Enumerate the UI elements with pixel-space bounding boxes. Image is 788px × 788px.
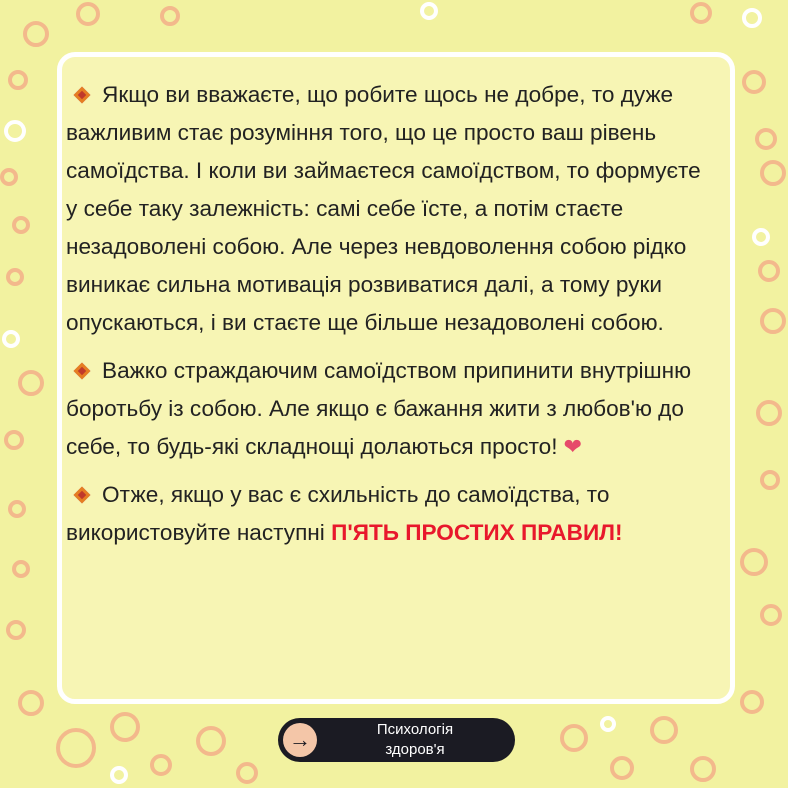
circle-decoration — [755, 128, 777, 150]
circle-decoration — [18, 690, 44, 716]
circle-decoration — [6, 268, 24, 286]
circle-decoration — [758, 260, 780, 282]
circle-decoration — [2, 330, 20, 348]
circle-decoration — [23, 21, 49, 47]
sparkling-heart-icon: ❤ — [563, 434, 582, 459]
circle-decoration — [12, 216, 30, 234]
paragraph-text: Важко страждаючим самоїдством припинити внутрішню боротьбу із собою. Але якщо є бажання жити з любов'ю до себе, то будь-які складнощі долаються просто! — [66, 358, 692, 459]
paragraph-text: Якщо ви вважаєте, що робите щось не добре, то дуже важливим стає розуміння того, що це просто ваш рівень самоїдства. І коли ви займаєтеся самоїдством, то формуєте у себе таку залежність: самі себе їсте, а потім стаєте незадоволені собою. Але через невдоволення собою рідко виникає сильна мотивація розвиватися далі, а тому руки опускаються, і ви стаєте ще більше незадоволені собою. — [66, 82, 701, 335]
circle-decoration — [560, 724, 588, 752]
circle-decoration — [76, 2, 100, 26]
circle-decoration — [600, 716, 616, 732]
circle-decoration — [8, 500, 26, 518]
circle-decoration — [690, 756, 716, 782]
circle-decoration — [0, 168, 18, 186]
paragraph-text: Отже, якщо у вас є схильність до самоїдства, то використовуйте наступні — [66, 482, 610, 545]
circle-decoration — [760, 604, 782, 626]
post-content — [66, 76, 716, 562]
circle-decoration — [420, 2, 438, 20]
diamond-bullet-icon — [74, 87, 91, 104]
circle-decoration — [690, 2, 712, 24]
circle-decoration — [236, 762, 258, 784]
circle-decoration — [4, 430, 24, 450]
circle-decoration — [760, 308, 786, 334]
diamond-bullet-icon — [74, 363, 91, 380]
circle-decoration — [760, 160, 786, 186]
circle-decoration — [110, 766, 128, 784]
arrow-right-icon: → — [283, 723, 317, 757]
circle-decoration — [196, 726, 226, 756]
circle-decoration — [610, 756, 634, 780]
paragraph-1 — [66, 76, 716, 342]
circle-decoration — [56, 728, 96, 768]
diamond-bullet-icon — [74, 487, 91, 504]
circle-decoration — [6, 620, 26, 640]
circle-decoration — [742, 70, 766, 94]
circle-decoration — [160, 6, 180, 26]
circle-decoration — [752, 228, 770, 246]
circle-decoration — [110, 712, 140, 742]
footer-line-1: Психологія — [376, 721, 454, 738]
footer-pill-button[interactable] — [278, 718, 515, 762]
circle-decoration — [742, 8, 762, 28]
circle-decoration — [760, 470, 780, 490]
circle-decoration — [756, 400, 782, 426]
paragraph-3 — [66, 476, 716, 552]
circle-decoration — [18, 370, 44, 396]
circle-decoration — [740, 548, 768, 576]
circle-decoration — [4, 120, 26, 142]
footer-line-2: здоров'я — [385, 741, 445, 758]
circle-decoration — [650, 716, 678, 744]
paragraph-2 — [66, 352, 716, 466]
highlight-text: П'ЯТЬ ПРОСТИХ ПРАВИЛ! — [331, 520, 623, 545]
footer-label — [330, 718, 500, 762]
circle-decoration — [740, 690, 764, 714]
circle-decoration — [8, 70, 28, 90]
circle-decoration — [12, 560, 30, 578]
circle-decoration — [150, 754, 172, 776]
